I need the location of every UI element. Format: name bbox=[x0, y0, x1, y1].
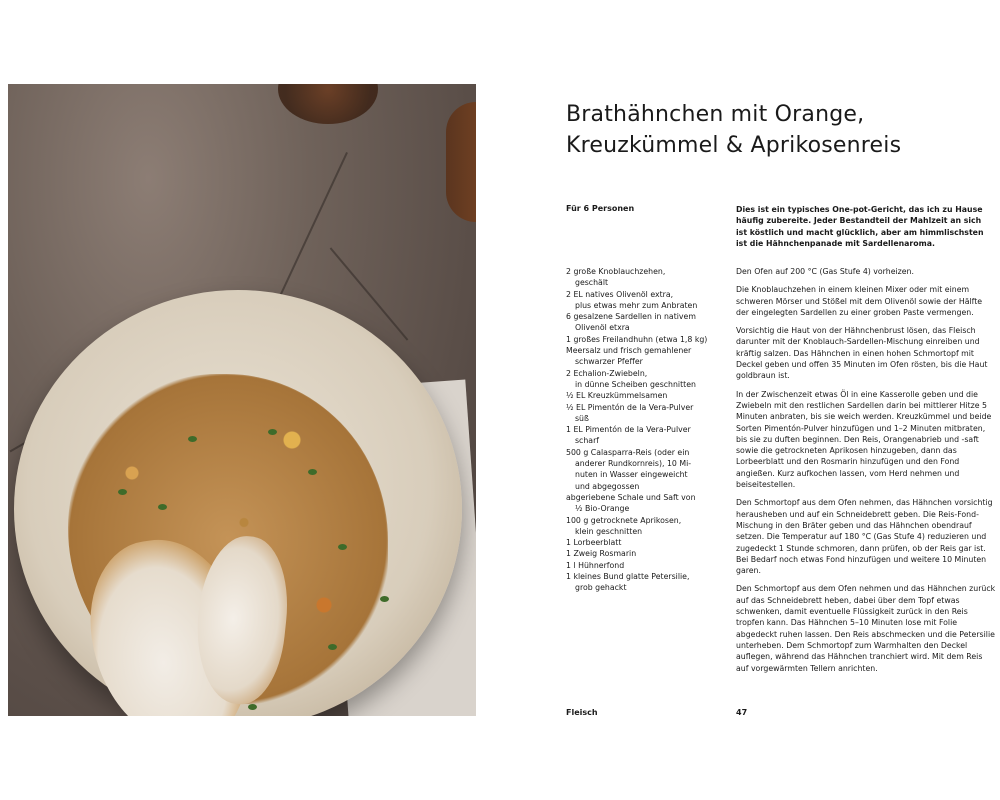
ingredient-detail: scharf bbox=[575, 436, 600, 446]
recipe-photo bbox=[8, 84, 476, 716]
recipe-intro: Dies ist ein typisches One-pot-Gericht, das ich zu Hause häufig zubereite. Jeder Bestandteil der Mahlzeit an sich ist köstlich und macht glücklich, aber am himmlischsten ist die Hähnchenpanade mit Sardellenaroma. bbox=[736, 205, 984, 248]
ingredient-detail: geschält bbox=[575, 278, 609, 288]
ingredient-detail: süß bbox=[575, 413, 589, 423]
ingredient-item bbox=[566, 492, 716, 515]
glass-decoration bbox=[446, 102, 476, 222]
ingredient-detail: schwarzer Pfeffer bbox=[575, 357, 643, 367]
ingredient-item bbox=[566, 311, 716, 334]
ingredient-text: 1 kleines Bund glatte Petersilie, bbox=[566, 572, 690, 582]
ingredient-text: 500 g Calasparra-Reis (oder ein bbox=[566, 447, 690, 457]
ingredient-item bbox=[566, 447, 716, 492]
ingredient-detail: in dünne Scheiben geschnitten bbox=[575, 379, 696, 389]
ingredient-text: 1 großes Freilandhuhn (etwa 1,8 kg) bbox=[566, 334, 708, 344]
ingredient-item bbox=[566, 368, 716, 391]
ingredient-detail: und abgegossen bbox=[575, 481, 640, 491]
ingredient-detail: Olivenöl etxra bbox=[575, 323, 630, 333]
section-name: Fleisch bbox=[566, 708, 598, 717]
ingredient-detail: klein geschnitten bbox=[575, 526, 643, 536]
ingredient-item bbox=[566, 334, 716, 345]
ingredient-item bbox=[566, 266, 716, 289]
ingredient-item bbox=[566, 515, 716, 538]
method-step: Den Schmortopf aus dem Ofen nehmen und das Hähnchen zurück auf das Schneidebrett heben, dabei über dem Topf etwas schwenken, damit eventuelle Flüssigkeit zurück in den Reis tropfen kann. Das Hähnchen 5–10 Minuten lose mit Folie abgedeckt ruhen lassen. Den Reis abschmecken und die Petersilie unterheben. Dem Schmortopf zum Warmhalten den Deckel auflegen, während das Hähnchen tranchiert wird. Mit dem Reis auf vorgewärmten Tellern anrichten. bbox=[736, 584, 996, 673]
ingredient-item bbox=[566, 560, 716, 571]
ingredient-text: ½ EL Kreuzkümmelsamen bbox=[566, 391, 668, 401]
method-step: In der Zwischenzeit etwas Öl in eine Kasserolle geben und die Zwiebeln mit den restlichen Sardellen darin bei mittlerer Hitze 5 Minuten anbraten, bis sie weich werden. Kreuzkümmel und beide Sorten Pimentón-Pulver hinzufügen und 1–2 Minuten mitbraten, bis sie zu duften beginnen. Den Reis, Orangenabrieb und -saft sowie die getrockneten Aprikosen hinzugeben, dann das Lorbeerblatt und den Rosmarin hinzufügen und den Fond angießen. Kurz aufkochen lassen, vom Herd nehmen und beiseitestellen. bbox=[736, 389, 992, 490]
page-number: 47 bbox=[736, 708, 748, 717]
ingredient-item bbox=[566, 424, 716, 447]
ingredient-item bbox=[566, 345, 716, 368]
ingredient-text: ½ EL Pimentón de la Vera-Pulver bbox=[566, 402, 694, 412]
ingredient-list bbox=[566, 266, 716, 594]
ingredient-text: 6 gesalzene Sardellen in nativem bbox=[566, 312, 696, 322]
ingredient-text: 2 EL natives Olivenöl extra, bbox=[566, 289, 674, 299]
recipe-title-line: Kreuzkümmel & Aprikosenreis bbox=[566, 133, 902, 158]
ingredient-item bbox=[566, 571, 716, 594]
ingredient-text: 2 große Knoblauchzehen, bbox=[566, 267, 666, 276]
ingredient-detail: nuten in Wasser eingeweicht bbox=[575, 470, 688, 480]
ingredient-text: abgeriebene Schale und Saft von bbox=[566, 492, 696, 502]
servings-label: Für 6 Personen bbox=[566, 204, 635, 213]
method-step: Die Knoblauchzehen in einem kleinen Mixer oder mit einem schweren Mörser und Stößel mit dem Olivenöl sowie der Hälfte der eingelegten Sardellen zu einer groben Paste vermengen. bbox=[736, 285, 983, 317]
ingredient-text: 100 g getrocknete Aprikosen, bbox=[566, 515, 682, 525]
ingredient-text: 1 Zweig Rosmarin bbox=[566, 549, 637, 559]
ingredient-item bbox=[566, 390, 716, 401]
method-step: Den Schmortopf aus dem Ofen nehmen, das Hähnchen vorsichtig herausheben und auf ein Schneidebrett geben. Die Reis-Fond-Mischung in den Bräter geben und das Hähnchen obendrauf setzen. Die Temperatur auf 180 °C (Gas Stufe 4) reduzieren und zugedeckt 1 Stunde schmoren, dann prüfen, ob der Reis gar ist. Bei Bedarf noch etwas Fond hinzufügen und weitere 10 Minuten garen. bbox=[736, 498, 993, 576]
ingredient-detail: plus etwas mehr zum Anbraten bbox=[575, 300, 698, 310]
ingredient-detail: grob gehackt bbox=[575, 583, 627, 593]
ingredient-text: 1 EL Pimentón de la Vera-Pulver bbox=[566, 425, 691, 435]
ingredient-text: 1 Lorbeerblatt bbox=[566, 538, 622, 548]
method-steps bbox=[736, 266, 996, 681]
ingredient-item bbox=[566, 289, 716, 312]
ingredient-text: Meersalz und frisch gemahlener bbox=[566, 346, 692, 356]
ingredient-text: 2 Echalion-Zwiebeln, bbox=[566, 368, 648, 378]
recipe-title bbox=[566, 99, 986, 161]
ingredient-text: 1 l Hühnerfond bbox=[566, 560, 625, 570]
method-step: Den Ofen auf 200 °C (Gas Stufe 4) vorheizen. bbox=[736, 267, 914, 276]
ingredient-detail: ½ Bio-Orange bbox=[575, 504, 630, 514]
ingredient-item bbox=[566, 537, 716, 548]
method-step: Vorsichtig die Haut von der Hähnchenbrust lösen, das Fleisch darunter mit der Knoblauch-Sardellen-Mischung einreiben und kräftig salzen. Das Hähnchen in einen hohen Schmortopf mit Deckel geben und offen 35 Minuten im Ofen rösten, bis die Haut goldbraun ist. bbox=[736, 326, 988, 381]
ingredient-item bbox=[566, 548, 716, 559]
recipe-title-line: Brathähnchen mit Orange, bbox=[566, 102, 865, 127]
ingredient-detail: anderer Rundkornreis), 10 Mi- bbox=[575, 459, 692, 469]
glass-decoration bbox=[278, 84, 378, 124]
ingredient-item bbox=[566, 402, 716, 425]
